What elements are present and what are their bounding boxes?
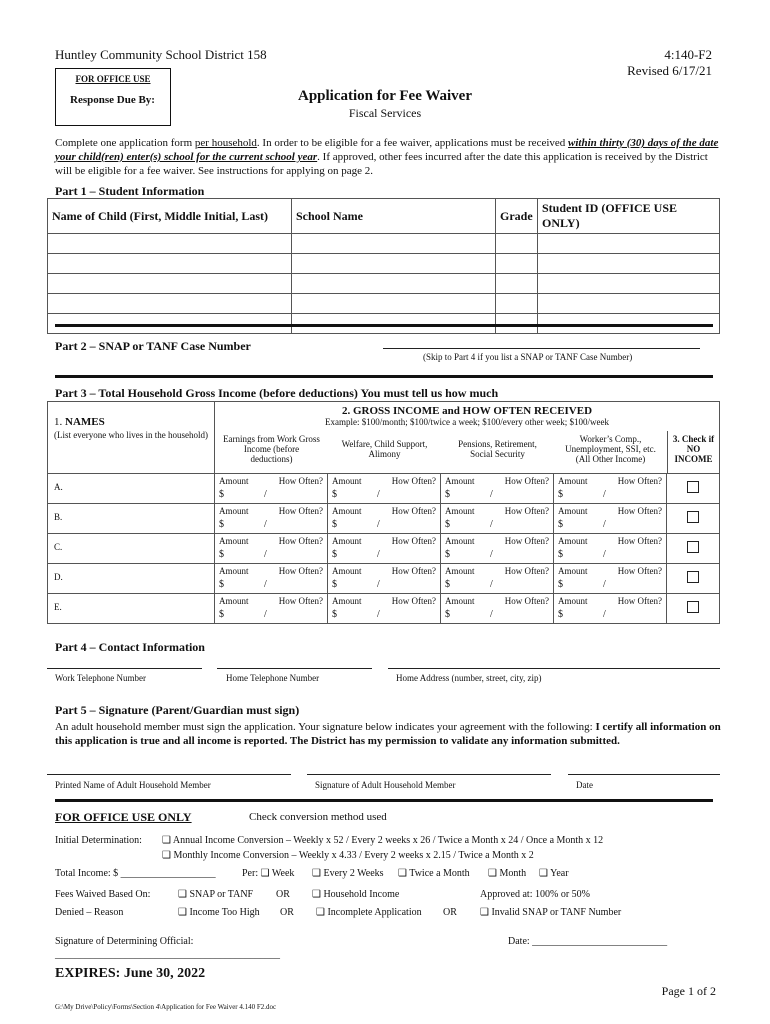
dollar-sign: $: [219, 489, 224, 500]
slash: /: [603, 549, 606, 560]
home-address-field[interactable]: [388, 668, 720, 669]
revised-date: Revised 6/17/21: [627, 63, 712, 78]
no-income-cell: [667, 594, 720, 624]
income-cell[interactable]: [554, 594, 667, 624]
income-cell[interactable]: [554, 534, 667, 564]
dollar-sign: $: [558, 549, 563, 560]
student-row[interactable]: [48, 254, 720, 274]
dollar-sign: $: [219, 519, 224, 530]
income-cell[interactable]: [328, 594, 441, 624]
gross-income-label: 2. GROSS INCOME and HOW OFTEN RECEIVED: [341, 405, 593, 417]
part5-text: [55, 720, 723, 748]
income-row: [48, 504, 720, 534]
row-label: B.: [48, 504, 215, 534]
how-often-label: How Often?: [504, 536, 549, 546]
income-cell[interactable]: [441, 594, 554, 624]
income-cell[interactable]: [328, 534, 441, 564]
income-row: [48, 564, 720, 594]
dollar-sign: $: [445, 489, 450, 500]
amount-label: Amount: [219, 506, 249, 516]
slash: /: [377, 549, 380, 560]
part3-heading: Part 3 – Total Household Gross Income (before deductions) You must tell us how much: [55, 386, 499, 400]
income-row: [48, 474, 720, 504]
income-too-high-option[interactable]: ❑ Income Too High: [178, 907, 260, 918]
office-use-label: FOR OFFICE USE: [75, 74, 151, 84]
col-earnings: Earnings from Work Gross Income (before deductions): [223, 434, 320, 464]
amount-label: Amount: [332, 566, 362, 576]
slash: /: [490, 579, 493, 590]
response-due-label: Response Due By:: [70, 94, 155, 106]
slash: /: [264, 579, 267, 590]
income-cell[interactable]: [441, 504, 554, 534]
how-often-label: How Often?: [278, 476, 323, 486]
amount-label: Amount: [332, 506, 362, 516]
or-text: OR: [443, 907, 457, 918]
snap-tanf-option[interactable]: ❑ SNAP or TANF: [178, 889, 254, 900]
slash: /: [264, 609, 267, 620]
home-phone-label: Home Telephone Number: [226, 673, 320, 683]
student-row[interactable]: [48, 234, 720, 254]
dollar-sign: $: [558, 519, 563, 530]
names-header: [48, 402, 215, 474]
home-address-label: Home Address (number, street, city, zip): [396, 673, 542, 683]
amount-label: Amount: [332, 536, 362, 546]
denied-label: Denied – Reason: [55, 907, 124, 918]
part5-certify: I certify all information on this application is true and all income is reported. The District has my permission to validate any information submitted.: [55, 721, 721, 747]
part2-note: (Skip to Part 4 if you list a SNAP or TANF Case Number): [423, 352, 633, 362]
dollar-sign: $: [445, 549, 450, 560]
row-label: C.: [48, 534, 215, 564]
slash: /: [377, 609, 380, 620]
income-cell[interactable]: [441, 534, 554, 564]
how-often-label: How Often?: [278, 566, 323, 576]
file-path: G:\My Drive\Policy\Forms\Section 4\Application for Fee Waiver 4.140 F2.doc: [55, 1003, 277, 1011]
work-phone-field[interactable]: [47, 668, 202, 669]
total-income-field[interactable]: Total Income: $ ___________________: [55, 868, 216, 879]
no-income-checkbox[interactable]: [687, 601, 699, 613]
dollar-sign: $: [558, 579, 563, 590]
page-number: Page 1 of 2: [661, 984, 716, 998]
how-often-label: How Often?: [391, 566, 436, 576]
monthly-conversion-option[interactable]: ❑ Monthly Income Conversion – Weekly x 4.33 / Every 2 weeks x 2.15 / Twice a Month x 2: [162, 850, 534, 861]
row-label: E.: [48, 594, 215, 624]
slash: /: [603, 609, 606, 620]
income-cell[interactable]: [554, 564, 667, 594]
amount-label: Amount: [558, 596, 588, 606]
amount-label: Amount: [219, 476, 249, 486]
dollar-sign: $: [219, 609, 224, 620]
incomplete-application-option[interactable]: ❑ Incomplete Application: [316, 907, 422, 918]
slash: /: [377, 519, 380, 530]
initial-determination-label: Initial Determination:: [55, 835, 142, 846]
how-often-label: How Often?: [617, 506, 662, 516]
income-cell[interactable]: [554, 504, 667, 534]
how-often-label: How Often?: [504, 596, 549, 606]
how-often-label: How Often?: [391, 596, 436, 606]
part5-text-1: An adult household member must sign the application. Your signature below indicates your agreement with the following:: [55, 721, 596, 733]
slash: /: [377, 579, 380, 590]
amount-label: Amount: [558, 566, 588, 576]
dollar-sign: $: [445, 519, 450, 530]
names-number: 1.: [54, 416, 65, 428]
amount-label: Amount: [558, 476, 588, 486]
or-text: OR: [280, 907, 294, 918]
no-income-cell: [667, 534, 720, 564]
part4-heading: Part 4 – Contact Information: [55, 640, 205, 654]
income-row: [48, 534, 720, 564]
district-name: Huntley Community School District 158: [55, 47, 267, 62]
how-often-label: How Often?: [391, 536, 436, 546]
dollar-sign: $: [332, 609, 337, 620]
no-income-checkbox[interactable]: [687, 481, 699, 493]
dollar-sign: $: [219, 579, 224, 590]
per-week-option[interactable]: Per: ❑ Week: [242, 868, 295, 879]
how-often-label: How Often?: [617, 476, 662, 486]
approved-at: Approved at: 100% or 50%: [480, 889, 590, 900]
income-cell[interactable]: [441, 564, 554, 594]
intro-text-3: . If approved, other fees incurred after the date this application is received by the District will be eligible for a fee waiver. See instructions for applying on page 2.: [55, 151, 708, 177]
year-option[interactable]: ❑ Year: [539, 868, 569, 879]
invalid-snap-option[interactable]: ❑ Invalid SNAP or TANF Number: [480, 907, 622, 918]
no-income-checkbox[interactable]: [687, 511, 699, 523]
official-date-field[interactable]: Date: ___________________________: [508, 936, 668, 947]
divider: [55, 375, 713, 378]
intro-deadline: within thirty (30) days of the date your child(ren) enter(s) school for the current school year: [55, 137, 719, 163]
household-income-option[interactable]: ❑ Household Income: [312, 889, 400, 900]
col-pensions: Pensions, Retirement, Social Security: [458, 439, 537, 459]
income-cell[interactable]: [215, 474, 328, 504]
dollar-sign: $: [558, 489, 563, 500]
how-often-label: How Often?: [504, 476, 549, 486]
student-table-header: [48, 199, 720, 234]
signature-field[interactable]: [307, 774, 551, 775]
amount-label: Amount: [445, 506, 475, 516]
how-often-label: How Often?: [504, 506, 549, 516]
amount-label: Amount: [332, 476, 362, 486]
how-often-label: How Often?: [617, 566, 662, 576]
no-income-cell: [667, 474, 720, 504]
form-number: 4:140-F2: [664, 47, 712, 62]
no-income-checkbox[interactable]: [687, 541, 699, 553]
col-no-income: 3. Check if NO INCOME: [667, 431, 719, 473]
how-often-label: How Often?: [391, 476, 436, 486]
slash: /: [603, 519, 606, 530]
expires-label: EXPIRES: June 30, 2022: [55, 966, 206, 981]
col-child-name: Name of Child (First, Middle Initial, Last): [48, 199, 292, 234]
slash: /: [264, 489, 267, 500]
names-label: NAMES: [65, 416, 105, 428]
col-other-income: Worker’s Comp., Unemployment, SSI, etc. (All Other Income): [565, 434, 656, 464]
printed-name-label: Printed Name of Adult Household Member: [55, 780, 211, 790]
intro-paragraph: [55, 136, 720, 178]
month-option[interactable]: ❑ Month: [488, 868, 527, 879]
dollar-sign: $: [558, 609, 563, 620]
work-phone-label: Work Telephone Number: [55, 673, 146, 683]
row-label: D.: [48, 564, 215, 594]
check-method-label: Check conversion method used: [249, 811, 387, 823]
slash: /: [490, 609, 493, 620]
dollar-sign: $: [445, 579, 450, 590]
home-phone-field[interactable]: [217, 668, 372, 669]
how-often-label: How Often?: [278, 506, 323, 516]
twice-month-option[interactable]: ❑ Twice a Month: [398, 868, 470, 879]
slash: /: [490, 519, 493, 530]
income-row: [48, 594, 720, 624]
date-field[interactable]: [568, 774, 720, 775]
annual-conversion-option[interactable]: ❑ Annual Income Conversion – Weekly x 52 / Every 2 weeks x 26 / Twice a Month x 24 / Once a Month x 12: [162, 835, 604, 846]
how-often-label: How Often?: [504, 566, 549, 576]
how-often-label: How Often?: [617, 536, 662, 546]
dollar-sign: $: [445, 609, 450, 620]
date-label: Date: [576, 780, 593, 790]
page-subtitle: Fiscal Services: [348, 106, 422, 120]
intro-text-1: Complete one application form: [55, 137, 195, 149]
part5-heading: Part 5 – Signature (Parent/Guardian must sign): [55, 703, 300, 717]
row-label: A.: [48, 474, 215, 504]
no-income-cell: [667, 504, 720, 534]
income-cell[interactable]: [441, 474, 554, 504]
income-cell[interactable]: [215, 534, 328, 564]
income-cell[interactable]: [328, 564, 441, 594]
no-income-checkbox[interactable]: [687, 571, 699, 583]
divider: [55, 324, 713, 327]
intro-text-2: . In order to be eligible for a fee waiver, applications must be received: [256, 137, 569, 149]
no-income-cell: [667, 564, 720, 594]
how-often-label: How Often?: [617, 596, 662, 606]
slash: /: [264, 519, 267, 530]
col-grade: Grade: [496, 199, 538, 234]
amount-label: Amount: [558, 506, 588, 516]
income-cell[interactable]: [328, 504, 441, 534]
student-row[interactable]: [48, 274, 720, 294]
col-school-name: School Name: [292, 199, 496, 234]
official-signature-field[interactable]: _____________________________________________: [55, 949, 280, 960]
amount-label: Amount: [219, 596, 249, 606]
amount-label: Amount: [219, 566, 249, 576]
income-cell[interactable]: [328, 474, 441, 504]
dollar-sign: $: [332, 549, 337, 560]
names-note: (List everyone who lives in the household): [54, 430, 208, 440]
signature-label: Signature of Adult Household Member: [315, 780, 456, 790]
col-welfare: Welfare, Child Support, Alimony: [341, 439, 428, 459]
office-use-heading: FOR OFFICE USE ONLY: [55, 810, 192, 824]
slash: /: [377, 489, 380, 500]
amount-label: Amount: [445, 476, 475, 486]
slash: /: [603, 489, 606, 500]
slash: /: [264, 549, 267, 560]
dollar-sign: $: [332, 579, 337, 590]
how-often-label: How Often?: [278, 596, 323, 606]
amount-label: Amount: [558, 536, 588, 546]
income-cell[interactable]: [215, 594, 328, 624]
intro-household: per household: [194, 137, 257, 149]
income-example: Example: $100/month; $100/twice a week; $100/every other week; $100/week: [325, 417, 609, 427]
how-often-label: How Often?: [391, 506, 436, 516]
part1-heading: Part 1 – Student Information: [55, 184, 205, 198]
slash: /: [603, 579, 606, 590]
printed-name-field[interactable]: [47, 774, 291, 775]
amount-label: Amount: [219, 536, 249, 546]
dollar-sign: $: [219, 549, 224, 560]
slash: /: [490, 489, 493, 500]
how-often-label: How Often?: [278, 536, 323, 546]
or-text: OR: [276, 889, 290, 900]
amount-label: Amount: [445, 566, 475, 576]
student-table: [47, 198, 720, 334]
amount-label: Amount: [332, 596, 362, 606]
part2-heading: Part 2 – SNAP or TANF Case Number: [55, 339, 251, 353]
every-2-weeks-option[interactable]: ❑ Every 2 Weeks: [312, 868, 384, 879]
amount-label: Amount: [445, 596, 475, 606]
student-row[interactable]: [48, 294, 720, 314]
income-cell[interactable]: [215, 564, 328, 594]
slash: /: [490, 549, 493, 560]
dollar-sign: $: [332, 519, 337, 530]
page-title: Application for Fee Waiver: [297, 88, 472, 104]
official-signature-label: Signature of Determining Official:: [55, 936, 194, 947]
income-cell[interactable]: [554, 474, 667, 504]
snap-case-number-field[interactable]: [383, 348, 700, 349]
fees-waived-label: Fees Waived Based On:: [55, 889, 151, 900]
gross-income-header: [215, 402, 720, 474]
income-table: [47, 401, 720, 624]
dollar-sign: $: [332, 489, 337, 500]
col-student-id: Student ID (OFFICE USE ONLY): [538, 199, 720, 234]
income-cell[interactable]: [215, 504, 328, 534]
divider: [55, 799, 713, 802]
amount-label: Amount: [445, 536, 475, 546]
